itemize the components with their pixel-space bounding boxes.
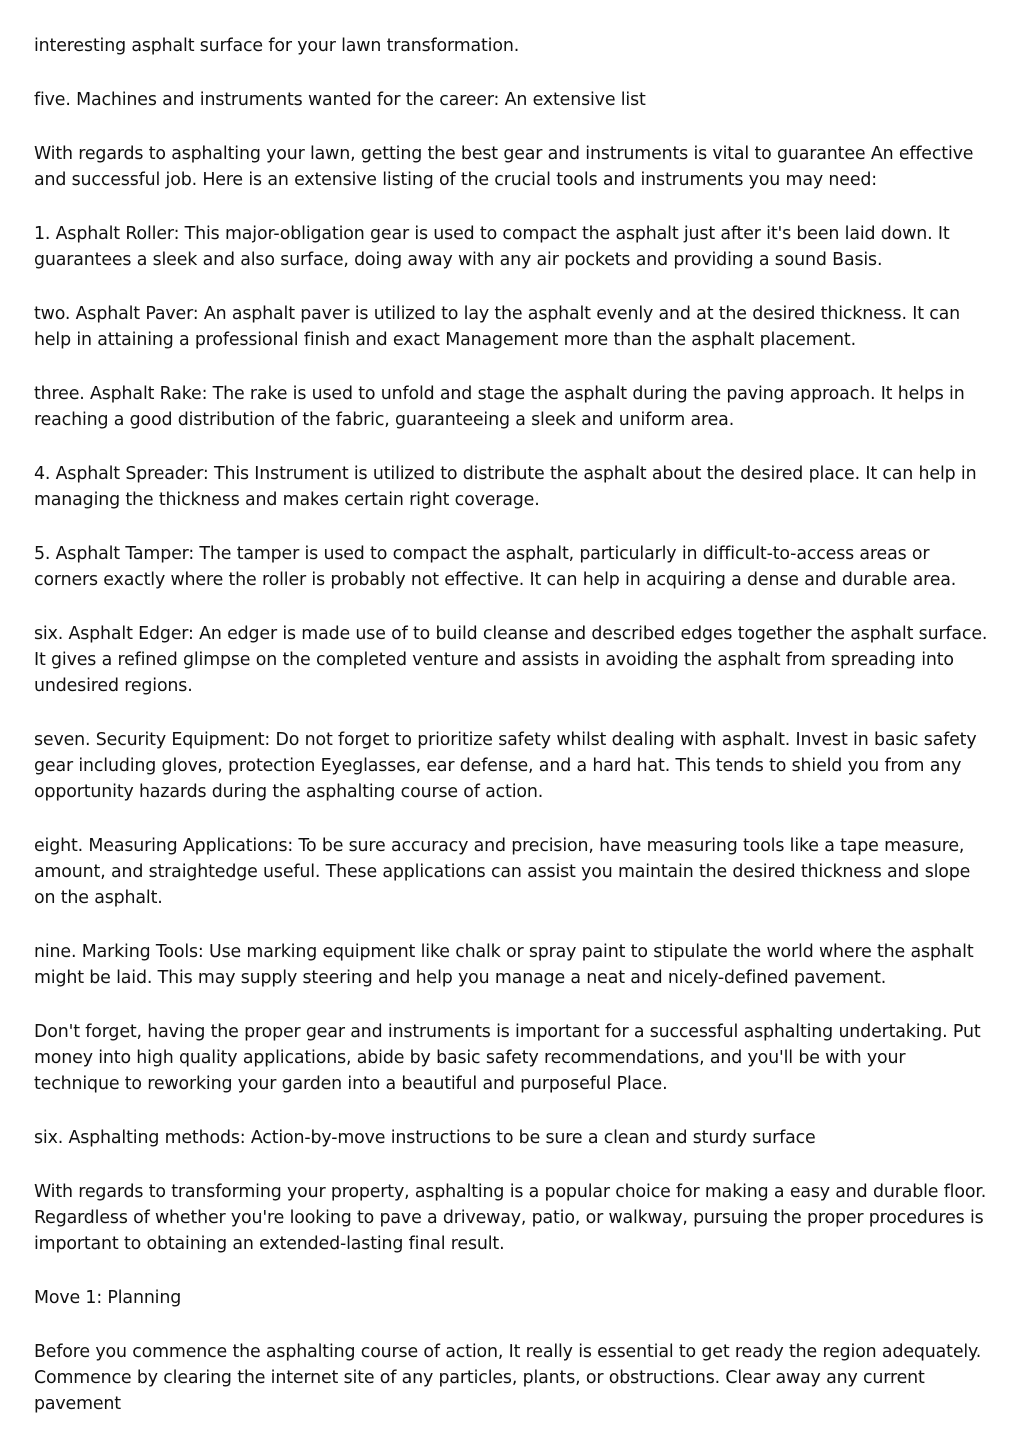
list-item-asphalt-edger: six. Asphalt Edger: An edger is made use of to build cleanse and described edges together the asphalt surface. It gives a refined glimpse on the completed venture and assists in avoiding the asphalt from spreading into undesired regions. xyxy=(34,624,988,696)
list-item-asphalt-paver: two. Asphalt Paver: An asphalt paver is utilized to lay the asphalt evenly and at the desired thickness. It can help in attaining a professional finish and exact Management more than the asphalt placement. xyxy=(34,304,961,350)
list-item-asphalt-tamper: 5. Asphalt Tamper: The tamper is used to compact the asphalt, particularly in difficult-to-access areas or corners exactly where the roller is probably not effective. It can help in acquiring a dense and durable area. xyxy=(34,544,957,590)
list-item-marking-tools: nine. Marking Tools: Use marking equipment like chalk or spray paint to stipulate the world where the asphalt might be laid. This may supply steering and help you manage a neat and nicely-defined pavement. xyxy=(34,942,974,988)
paragraph-tools-conclusion: Don't forget, having the proper gear and instruments is important for a successful asphalting undertaking. Put money into high quality applications, abide by basic safety recommendations, and you'll be with your technique to reworking your garden into a beautiful and purposeful Place. xyxy=(34,1022,981,1094)
list-item-asphalt-spreader: 4. Asphalt Spreader: This Instrument is utilized to distribute the asphalt about the desired place. It can help in managing the thickness and makes certain right coverage. xyxy=(34,464,977,510)
list-item-asphalt-roller: 1. Asphalt Roller: This major-obligation gear is used to compact the asphalt just after it's been laid down. It guarantees a sleek and also surface, doing away with any air pockets and providing a sound Basis. xyxy=(34,224,950,270)
paragraph-methods-intro: With regards to transforming your property, asphalting is a popular choice for making a easy and durable floor. Regardless of whether you're looking to pave a driveway, patio, or walkway, pursuing the proper procedures is important to obtaining an extended-lasting final result. xyxy=(34,1182,987,1254)
step-heading-planning: Move 1: Planning xyxy=(34,1288,182,1308)
list-item-security-equipment: seven. Security Equipment: Do not forget to prioritize safety whilst dealing with asphalt. Invest in basic safety gear including gloves, protection Eyeglasses, ear defense, and a hard hat. This tends to shield you from any opportunity hazards during the asphalting course of action. xyxy=(34,730,977,802)
list-item-asphalt-rake: three. Asphalt Rake: The rake is used to unfold and stage the asphalt during the paving approach. It helps in reaching a good distribution of the fabric, guaranteeing a sleek and uniform area. xyxy=(34,384,965,430)
section-heading-tools: five. Machines and instruments wanted for the career: An extensive list xyxy=(34,90,646,110)
document-body xyxy=(34,33,994,1445)
list-item-measuring-applications: eight. Measuring Applications: To be sure accuracy and precision, have measuring tools like a tape measure, amount, and straightedge useful. These applications can assist you maintain the desired thickness and slope on the asphalt. xyxy=(34,836,971,908)
section-heading-methods: six. Asphalting methods: Action-by-move instructions to be sure a clean and sturdy surface xyxy=(34,1128,816,1148)
paragraph-planning: Before you commence the asphalting course of action, It really is essential to get ready the region adequately. Commence by clearing the internet site of any particles, plants, or obstructions. Clear away any current pavement xyxy=(34,1342,982,1414)
paragraph-intro-fragment: interesting asphalt surface for your lawn transformation. xyxy=(34,36,520,56)
paragraph-tools-intro: With regards to asphalting your lawn, getting the best gear and instruments is vital to guarantee An effective and successful job. Here is an extensive listing of the crucial tools and instruments you may need: xyxy=(34,144,974,190)
